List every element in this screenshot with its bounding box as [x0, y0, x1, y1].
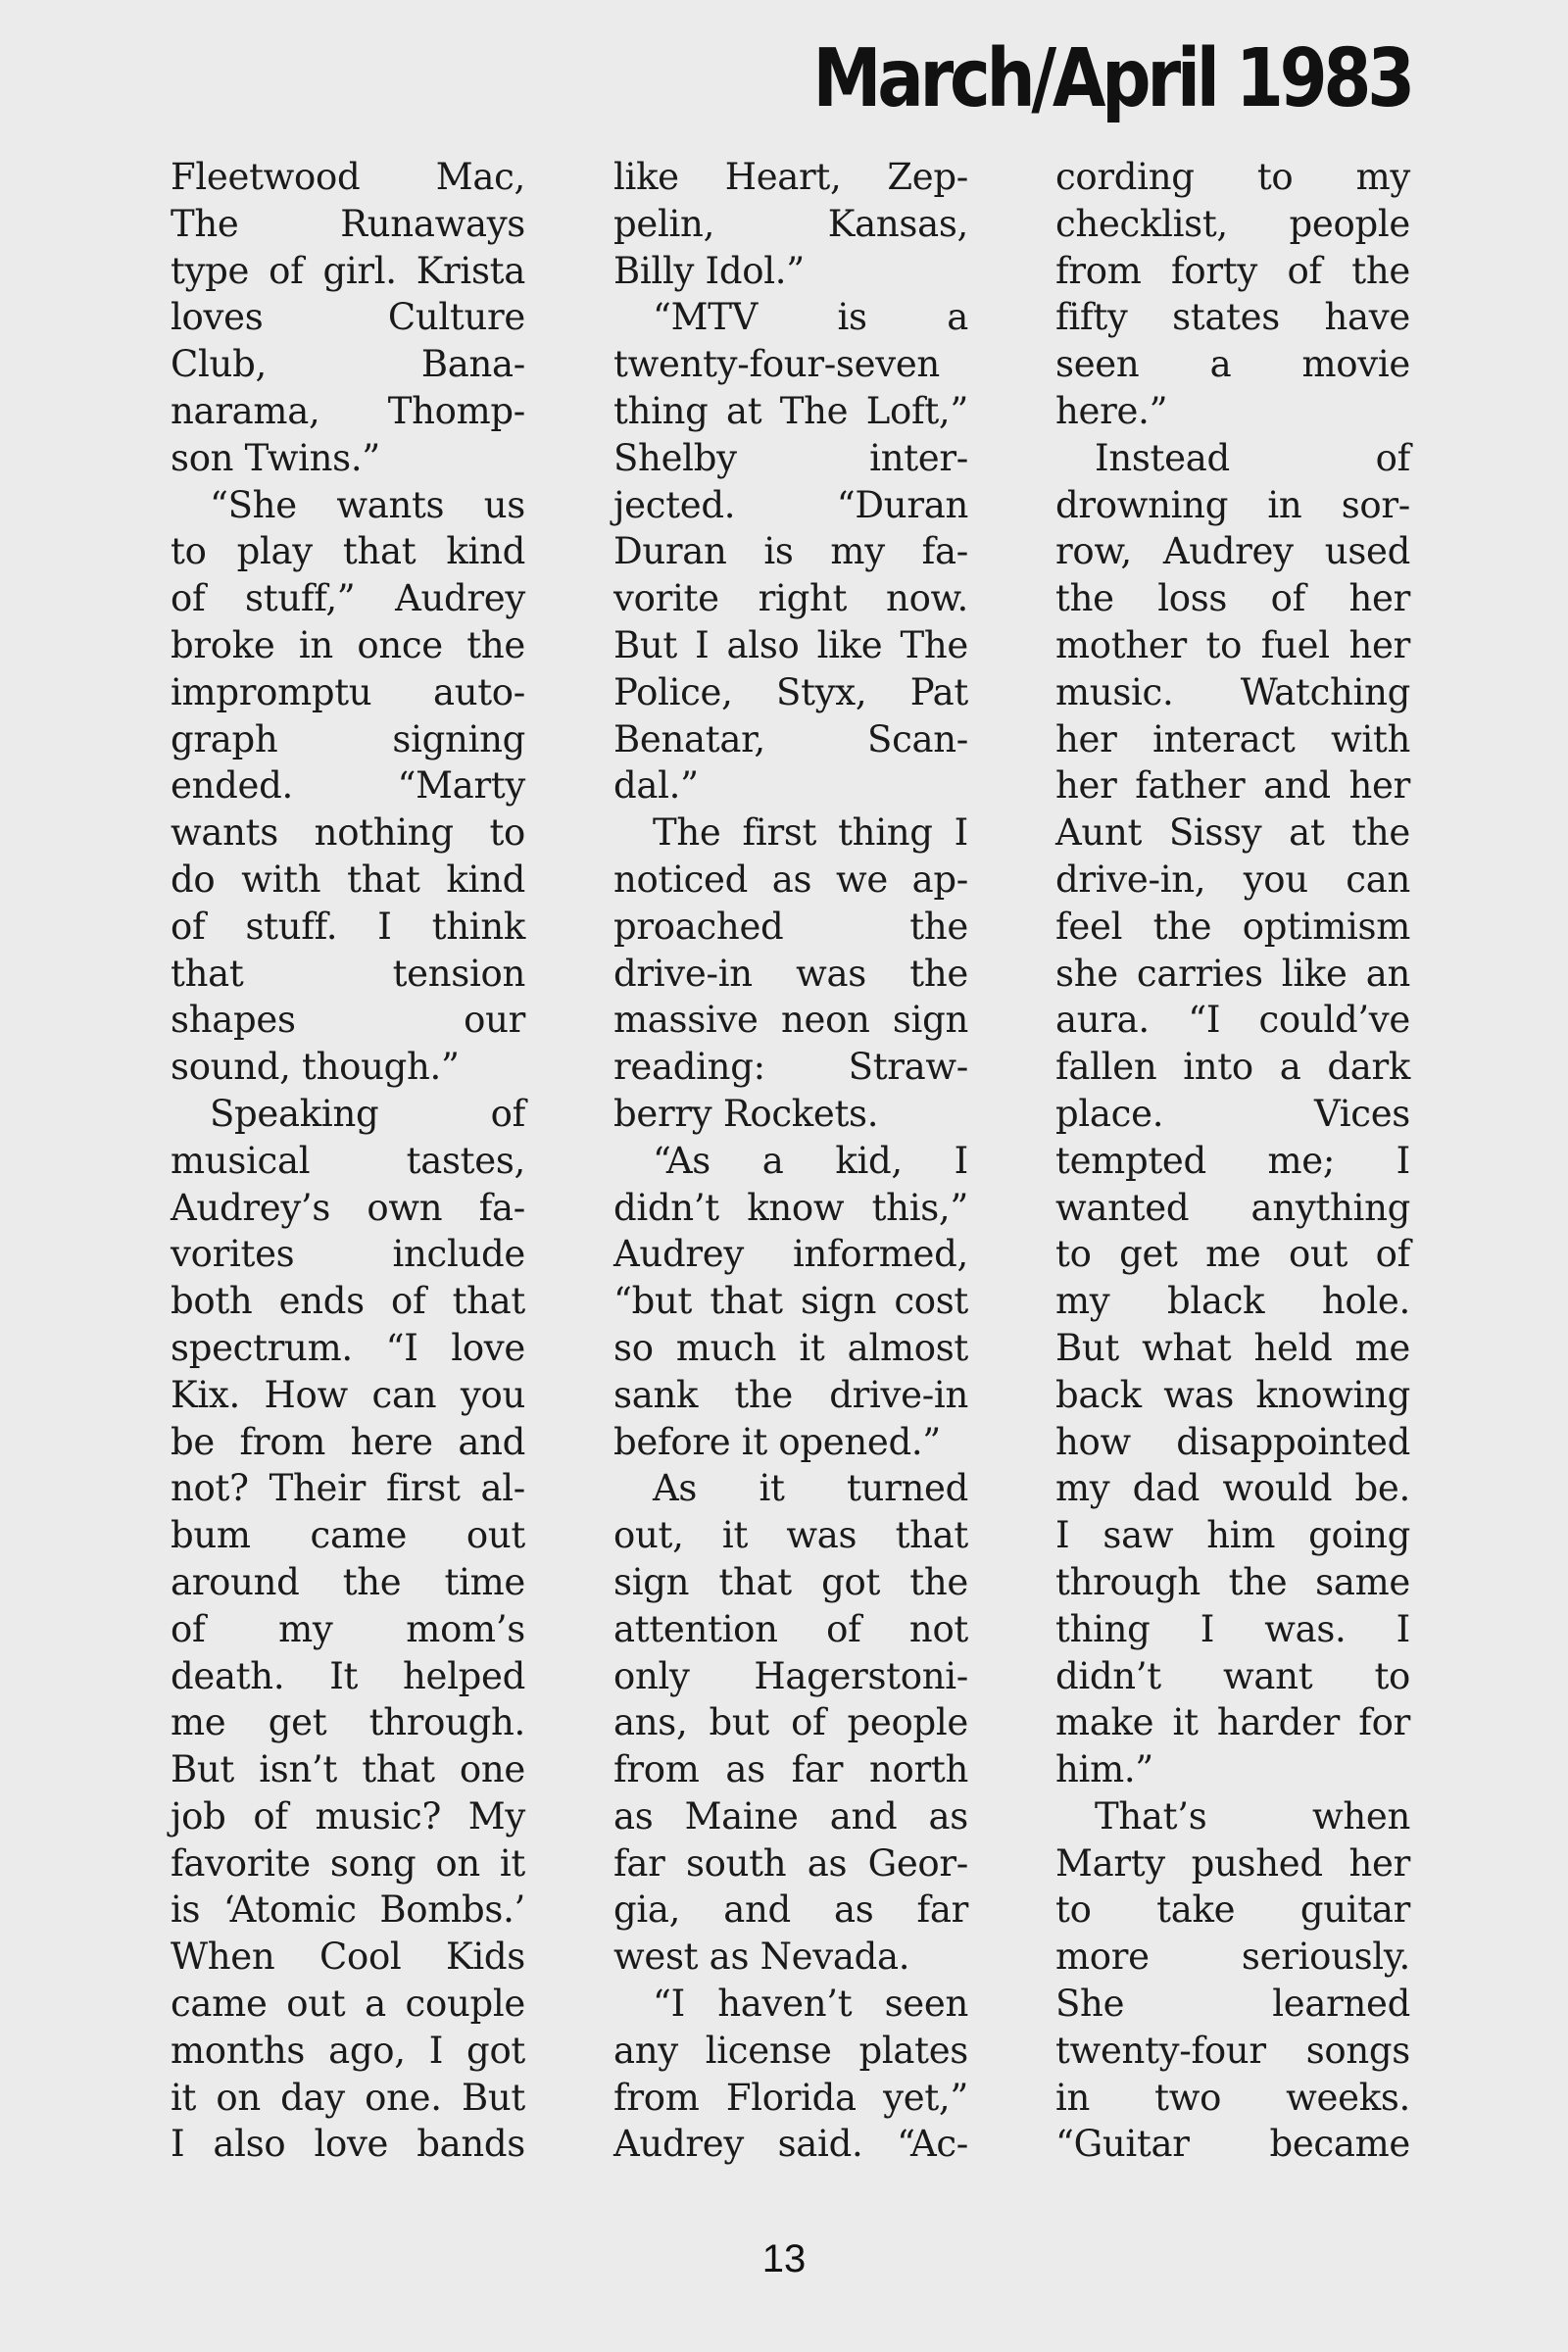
text-line: drive-in was the — [613, 952, 968, 995]
text-line: came out a couple — [171, 1983, 525, 2026]
text-line: job of music? My — [171, 1794, 525, 1838]
text-line: twenty-four songs — [1055, 2029, 1410, 2072]
text-line: “Guitar became — [1055, 2123, 1410, 2166]
text-line: noticed as we ap- — [613, 858, 968, 901]
text-line: “but that sign cost — [613, 1280, 968, 1323]
text-line: from as far north — [613, 1748, 968, 1791]
text-line: from forty of the — [1055, 249, 1410, 292]
text-line: row, Audrey used — [1055, 530, 1410, 573]
text-line: months ago, I got — [171, 2029, 525, 2072]
text-line: so much it almost — [613, 1326, 968, 1369]
text-line: Marty pushed her — [1055, 1841, 1410, 1885]
text-line: didn’t want to — [1055, 1654, 1410, 1697]
text-line: to take guitar — [1055, 1888, 1410, 1932]
text-line: That’s when — [1095, 1794, 1410, 1838]
text-line: mother to fuel her — [1055, 623, 1410, 666]
issue-date-heading: March/April 1983 — [812, 32, 1411, 125]
text-line: twenty-four-seven — [613, 343, 940, 386]
text-line: proached the — [613, 905, 968, 948]
text-line: any license plates — [613, 2029, 968, 2072]
text-line: sank the drive-in — [613, 1373, 968, 1416]
text-line: cording to my — [1055, 156, 1410, 198]
text-line: I also love bands — [171, 2123, 525, 2166]
text-line: she carries like an — [1055, 952, 1410, 995]
text-line: out, it was that — [613, 1514, 968, 1557]
text-line: I saw him going — [1055, 1514, 1410, 1557]
text-line: Aunt Sissy at the — [1055, 811, 1410, 855]
text-line: not? Their first al- — [171, 1467, 525, 1510]
text-line: in two weeks. — [1055, 2076, 1410, 2119]
text-line: of my mom’s — [171, 1607, 525, 1650]
text-line: Benatar, Scan- — [613, 717, 968, 760]
text-line: “She wants us — [210, 483, 525, 526]
text-line: here.” — [1055, 389, 1168, 432]
text-line: Audrey’s own fa- — [171, 1186, 525, 1229]
text-line: Speaking of — [210, 1092, 525, 1135]
text-line: spectrum. “I love — [171, 1326, 525, 1369]
article-column-2 — [613, 154, 968, 2168]
text-line: bum came out — [171, 1514, 525, 1557]
text-line: berry Rockets. — [613, 1092, 879, 1135]
text-line: fallen into a dark — [1055, 1046, 1410, 1089]
text-line: my dad would be. — [1055, 1467, 1410, 1510]
text-line: musical tastes, — [171, 1139, 525, 1182]
text-line: fifty states have — [1055, 296, 1410, 339]
text-line: loves Culture — [171, 296, 525, 339]
text-line: death. It helped — [171, 1654, 525, 1697]
text-line: graph signing — [171, 717, 525, 760]
text-line: to get me out of — [1055, 1233, 1410, 1276]
text-line: vorites include — [171, 1233, 525, 1276]
text-line: me get through. — [171, 1701, 525, 1744]
text-line: is ‘Atomic Bombs.’ — [171, 1888, 525, 1932]
text-line: make it harder for — [1055, 1701, 1410, 1744]
text-line: him.” — [1055, 1748, 1153, 1791]
text-line: feel the optimism — [1055, 905, 1410, 948]
text-line: She learned — [1055, 1983, 1410, 2026]
text-line: broke in once the — [171, 623, 525, 666]
text-line: both ends of that — [171, 1280, 525, 1323]
article-column-3 — [1055, 154, 1410, 2168]
text-line: the loss of her — [1055, 577, 1410, 620]
text-line: from Florida yet,” — [613, 2076, 968, 2119]
text-line: pelin, Kansas, — [613, 202, 968, 245]
text-line: Duran is my fa- — [613, 530, 968, 573]
article-column-1 — [171, 154, 525, 2168]
text-line: west as Nevada. — [613, 1936, 910, 1979]
text-line: ended. “Marty — [171, 764, 525, 808]
text-line: more seriously. — [1055, 1936, 1410, 1979]
text-line: dal.” — [613, 764, 699, 808]
text-line: seen a movie — [1055, 343, 1410, 386]
text-line: type of girl. Krista — [171, 249, 525, 292]
text-line: Billy Idol.” — [613, 249, 805, 292]
text-line: through the same — [1055, 1560, 1410, 1603]
text-line: drive-in, you can — [1055, 858, 1410, 901]
text-line: massive neon sign — [613, 999, 968, 1042]
text-line: Audrey said. “Ac- — [613, 2123, 968, 2166]
text-line: far south as Geor- — [613, 1841, 968, 1885]
text-line: son Twins.” — [171, 436, 380, 479]
text-line: reading: Straw- — [613, 1046, 968, 1089]
text-line: only Hagerstoni- — [613, 1654, 968, 1697]
text-line: of stuff,” Audrey — [171, 577, 525, 620]
text-line: Club, Bana- — [171, 343, 525, 386]
text-line: The Runaways — [171, 202, 525, 245]
text-line: wants nothing to — [171, 811, 525, 855]
text-line: But what held me — [1055, 1326, 1410, 1369]
text-line: vorite right now. — [613, 577, 968, 620]
text-line: before it opened.” — [613, 1420, 941, 1463]
text-line: As it turned — [653, 1467, 968, 1510]
text-line: it on day one. But — [171, 2076, 525, 2119]
text-line: her interact with — [1055, 717, 1410, 760]
text-line: But I also like The — [613, 623, 968, 666]
page-number: 13 — [761, 2237, 807, 2280]
text-line: But isn’t that one — [171, 1748, 525, 1791]
text-line: Kix. How can you — [171, 1373, 525, 1416]
text-line: tempted me; I — [1055, 1139, 1410, 1182]
text-line: sound, though.” — [171, 1046, 460, 1089]
text-line: When Cool Kids — [171, 1936, 525, 1979]
text-line: music. Watching — [1055, 670, 1410, 713]
text-line: wanted anything — [1055, 1186, 1410, 1229]
text-line: checklist, people — [1055, 202, 1410, 245]
text-line: back was knowing — [1055, 1373, 1410, 1416]
text-line: of stuff. I think — [171, 905, 525, 948]
text-line: gia, and as far — [613, 1888, 968, 1932]
text-line: her father and her — [1055, 764, 1410, 808]
text-line: Audrey informed, — [613, 1233, 968, 1276]
text-line: Fleetwood Mac, — [171, 156, 525, 198]
text-line: sign that got the — [613, 1560, 968, 1603]
text-line: be from here and — [171, 1420, 525, 1463]
text-line: shapes our — [171, 999, 525, 1042]
text-line: narama, Thomp- — [171, 389, 525, 432]
text-line: “I haven’t seen — [653, 1983, 968, 2026]
text-line: Shelby inter- — [613, 436, 968, 479]
text-line: place. Vices — [1055, 1092, 1410, 1135]
text-line: do with that kind — [171, 858, 525, 901]
text-line: thing at The Loft,” — [613, 389, 968, 432]
text-line: thing I was. I — [1055, 1607, 1410, 1650]
text-line: Instead of — [1095, 436, 1410, 479]
text-line: aura. “I could’ve — [1055, 999, 1410, 1042]
text-line: favorite song on it — [171, 1841, 525, 1885]
text-line: how disappointed — [1055, 1420, 1410, 1463]
text-line: that tension — [171, 952, 525, 995]
text-line: to play that kind — [171, 530, 525, 573]
text-line: like Heart, Zep- — [613, 156, 968, 198]
text-line: “As a kid, I — [653, 1139, 968, 1182]
text-line: Police, Styx, Pat — [613, 670, 968, 713]
text-line: as Maine and as — [613, 1794, 968, 1838]
text-line: drowning in sor- — [1055, 483, 1410, 526]
text-line: jected. “Duran — [613, 483, 968, 526]
text-line: impromptu auto- — [171, 670, 525, 713]
text-line: didn’t know this,” — [613, 1186, 968, 1229]
text-line: attention of not — [613, 1607, 968, 1650]
text-line: ans, but of people — [613, 1701, 968, 1744]
text-line: around the time — [171, 1560, 525, 1603]
text-line: my black hole. — [1055, 1280, 1410, 1323]
text-line: “MTV is a — [653, 296, 968, 339]
text-line: The first thing I — [653, 811, 968, 855]
